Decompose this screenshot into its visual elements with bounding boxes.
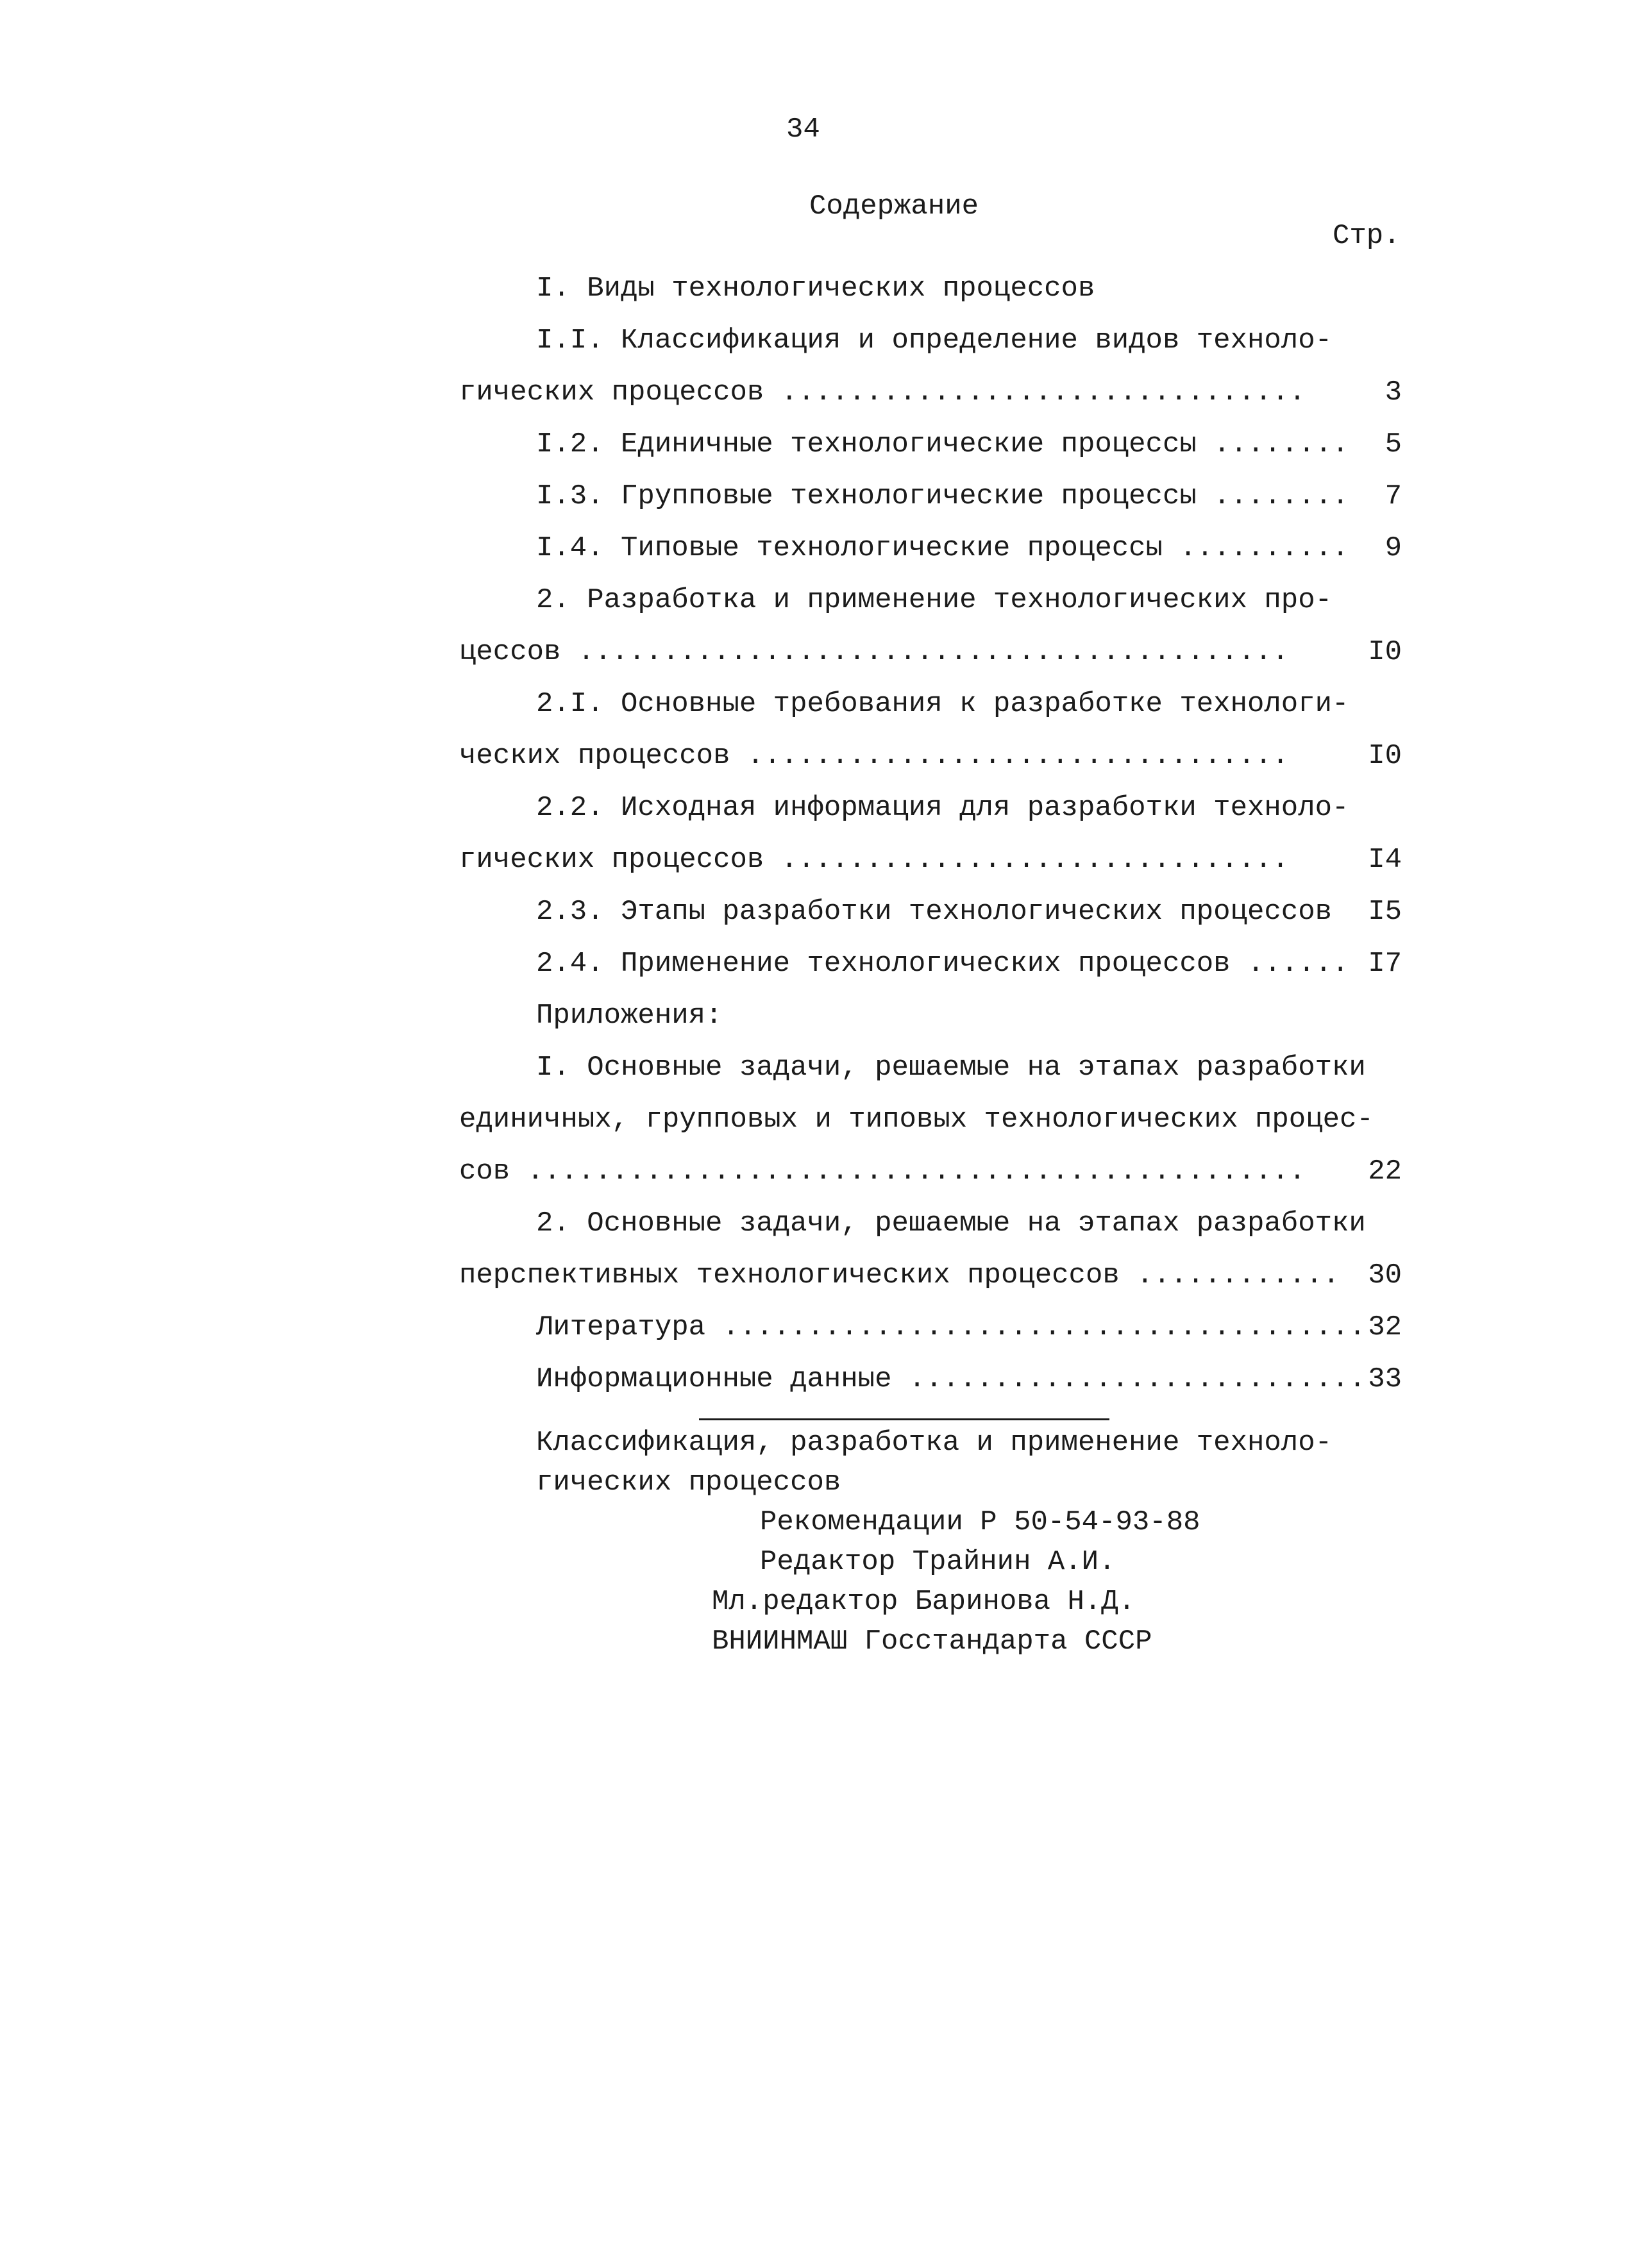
toc-line: сов .............................................. xyxy=(459,1155,1306,1188)
toc-page-number: 32 xyxy=(1368,1311,1402,1343)
toc-line: цессов .......................................... xyxy=(459,636,1289,668)
divider-rule xyxy=(699,1418,1109,1420)
toc-page-number: 9 xyxy=(1385,532,1402,564)
toc-line: перспективных технологических процессов ............ xyxy=(459,1259,1340,1291)
toc-line: Приложения: xyxy=(536,1000,723,1032)
colophon-publisher: ВНИИНМАШ Госстандарта СССР xyxy=(712,1625,1152,1658)
toc-line: Литература ...................................... xyxy=(536,1311,1366,1343)
toc-line: гических процессов ............................... xyxy=(459,376,1306,408)
toc-line: I.I. Классификация и определение видов техноло- xyxy=(536,324,1333,357)
toc-line: 2. Разработка и применение технологических про- xyxy=(536,584,1333,616)
toc-page-number: 30 xyxy=(1368,1259,1402,1291)
toc-page-number: 5 xyxy=(1385,428,1402,460)
toc-line: I.3. Групповые технологические процессы ........ xyxy=(536,480,1349,512)
toc-page-number: 33 xyxy=(1368,1363,1402,1395)
toc-line: ческих процессов ................................ xyxy=(459,740,1289,772)
page-number: 34 xyxy=(786,113,820,146)
toc-page-number: 7 xyxy=(1385,480,1402,512)
toc-line: единичных, групповых и типовых технологических процес- xyxy=(459,1104,1374,1136)
toc-line: 2.4. Применение технологических процессов ...... xyxy=(536,948,1349,980)
toc-line: Информационные данные ........................... xyxy=(536,1363,1366,1395)
toc-page-number: I0 xyxy=(1368,636,1402,668)
toc-line: гических процессов .............................. xyxy=(459,844,1289,876)
toc-title: Содержание xyxy=(809,190,979,223)
colophon-editor: Редактор Трайнин А.И. xyxy=(760,1546,1116,1578)
colophon-junior-editor: Мл.редактор Баринова Н.Д. xyxy=(712,1586,1136,1618)
toc-page-number: I7 xyxy=(1368,948,1402,980)
colophon-title-line1: Классификация, разработка и применение техноло- xyxy=(536,1427,1333,1459)
page-column-header: Стр. xyxy=(1333,220,1401,252)
toc-line: I. Основные задачи, решаемые на этапах разработки xyxy=(536,1052,1366,1084)
toc-line: 2.I. Основные требования к разработке технологи- xyxy=(536,688,1349,720)
toc-line: I.2. Единичные технологические процессы ........ xyxy=(536,428,1349,460)
toc-line: I.4. Типовые технологические процессы .......... xyxy=(536,532,1349,564)
toc-page-number: 3 xyxy=(1385,376,1402,408)
toc-page-number: I4 xyxy=(1368,844,1402,876)
colophon-title-line2: гических процессов xyxy=(536,1466,841,1499)
toc-page-number: I5 xyxy=(1368,896,1402,928)
toc-line: 2.3. Этапы разработки технологических процессов xyxy=(536,896,1333,928)
colophon-recommendations: Рекомендации Р 50-54-93-88 xyxy=(760,1506,1200,1538)
toc-page-number: I0 xyxy=(1368,740,1402,772)
toc-line: 2.2. Исходная информация для разработки техноло- xyxy=(536,792,1349,824)
toc-page-number: 22 xyxy=(1368,1155,1402,1188)
toc-line: I. Виды технологических процессов xyxy=(536,273,1095,305)
toc-line: 2. Основные задачи, решаемые на этапах разработки xyxy=(536,1207,1366,1239)
